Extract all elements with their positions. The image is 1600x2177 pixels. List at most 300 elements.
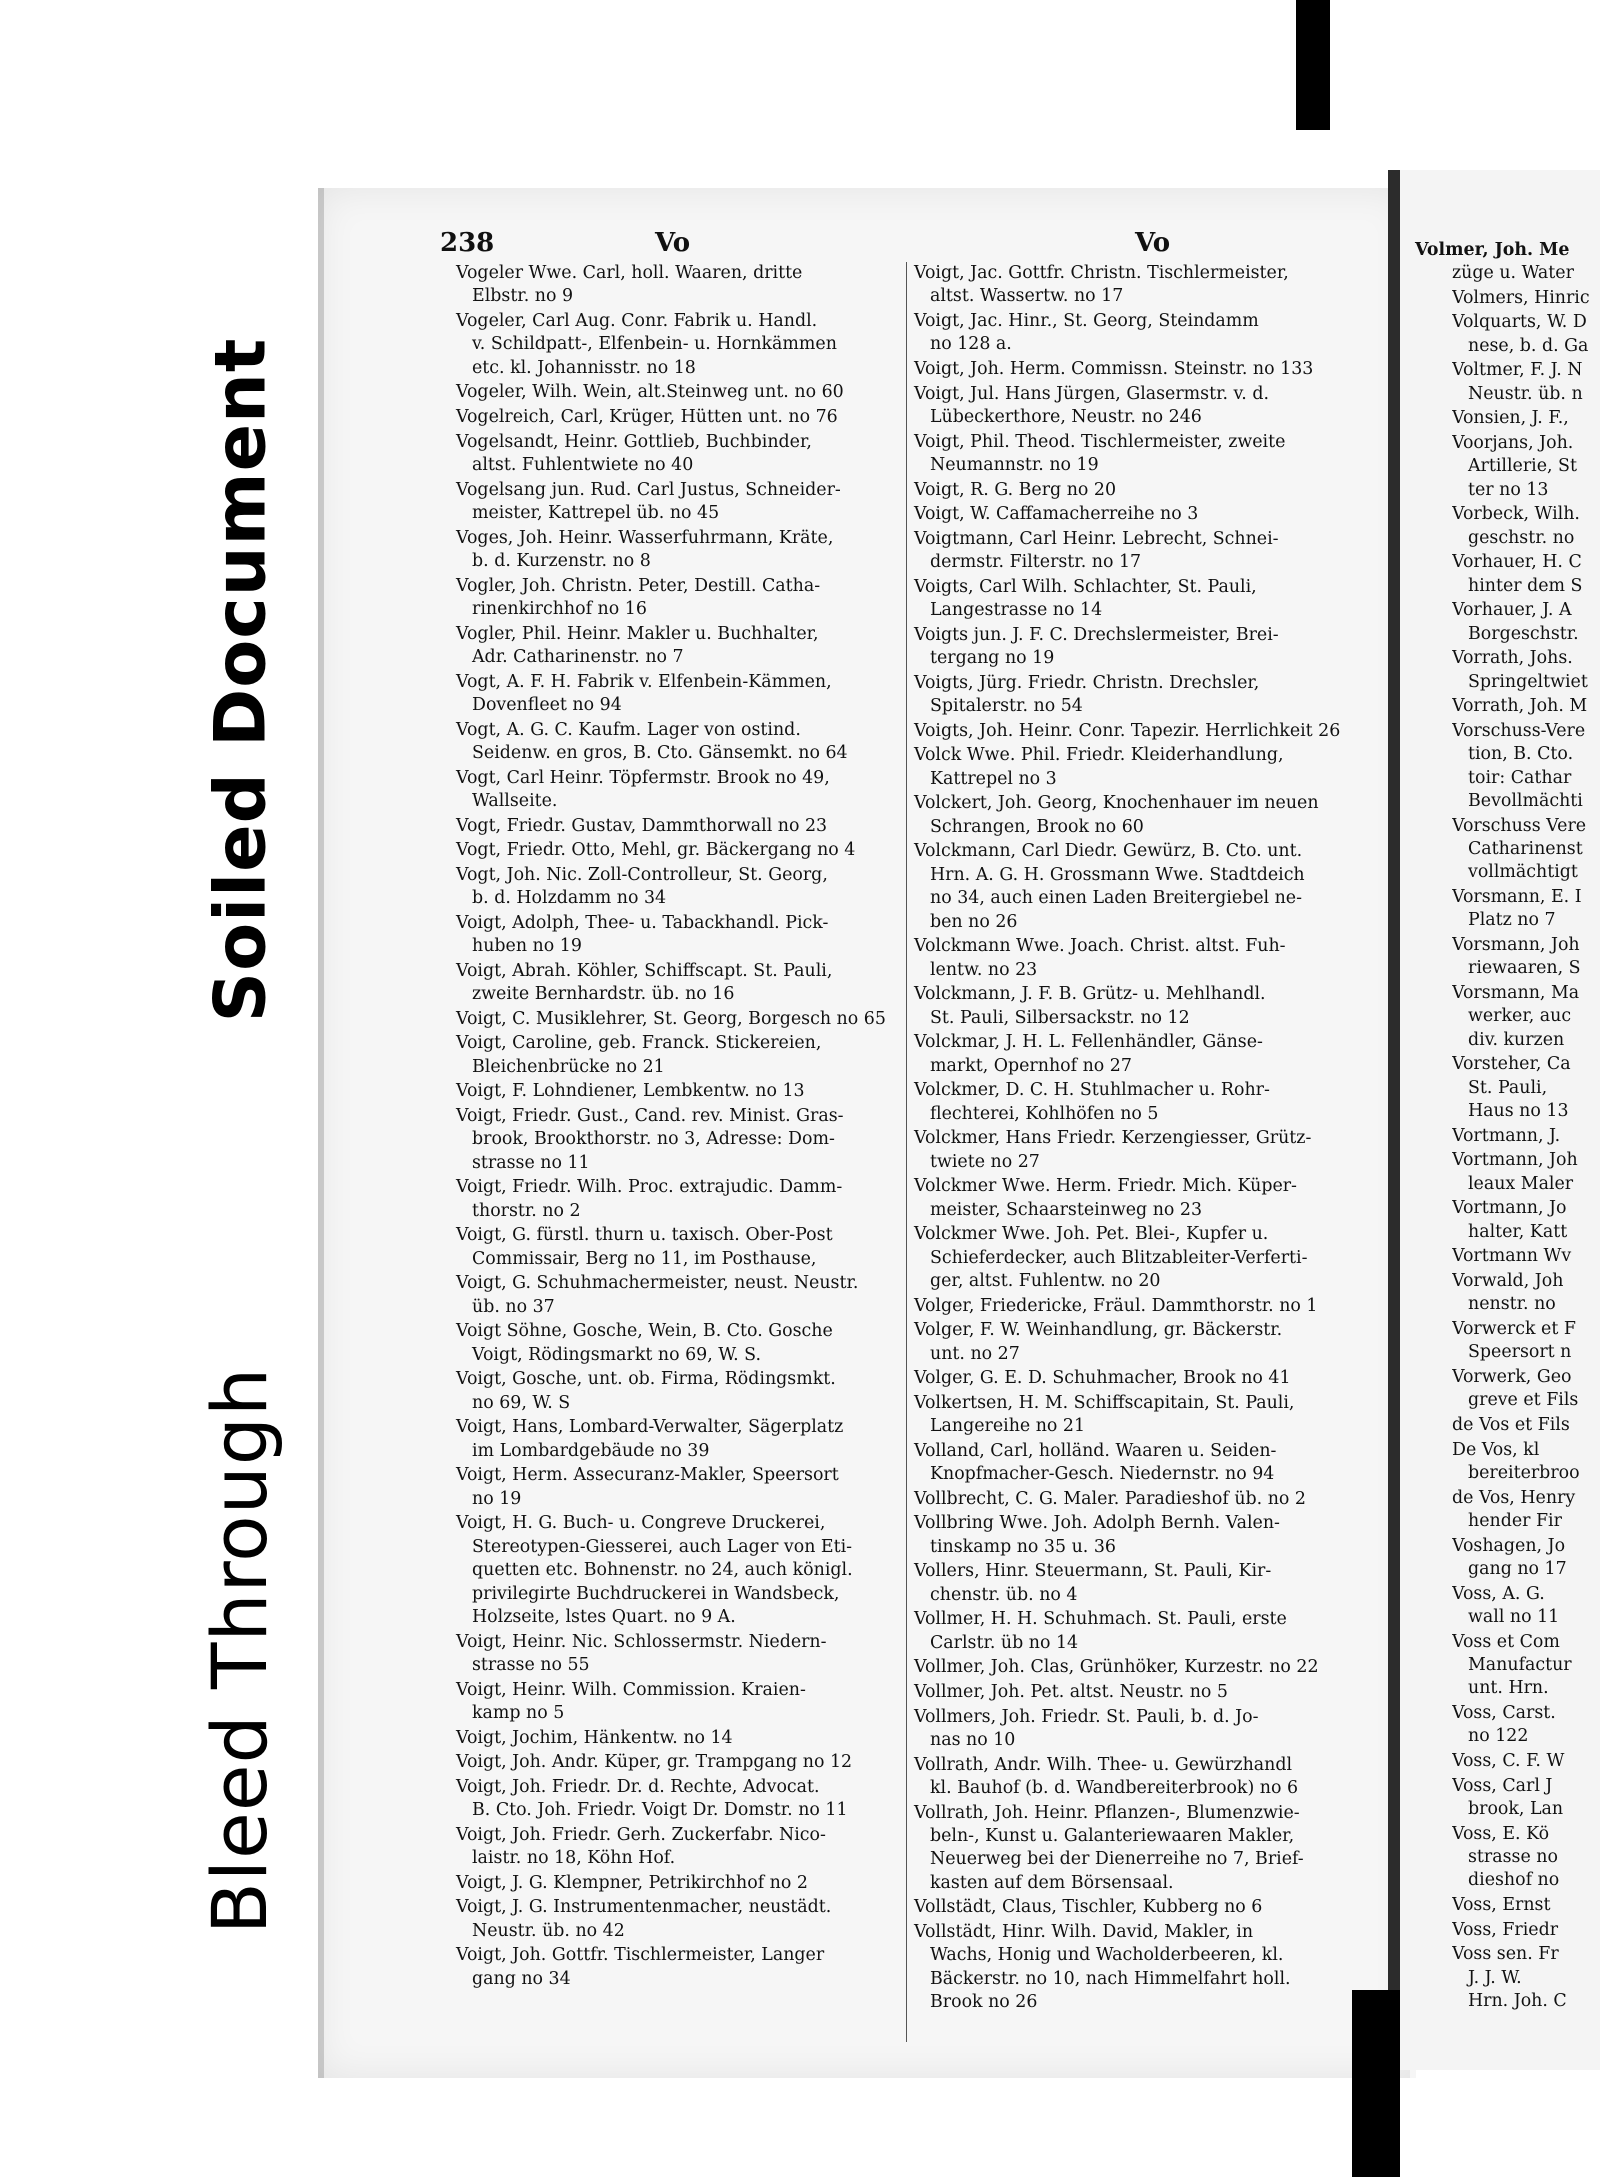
directory-entry: [456, 839, 904, 862]
entry-line: St. Pauli, Silbersackstr. no 12: [930, 1007, 1190, 1028]
entry-line: hinter dem S: [1468, 575, 1583, 596]
entry-line: De Vos, kl: [1452, 1439, 1540, 1460]
directory-entry: [914, 840, 1380, 934]
directory-entry: [1452, 1414, 1600, 1437]
directory-entry: [456, 719, 904, 766]
entry-line: Vorschuss Vere: [1452, 815, 1587, 836]
entry-line: Voltmer, F. J. N: [1452, 360, 1583, 381]
entry-line: Vogeler, Carl Aug. Conr. Fabrik u. Handl.: [456, 311, 818, 331]
directory-entry: [456, 1224, 904, 1271]
entry-line: B. Cto. Joh. Friedr. Voigt Dr. Domstr. no 11: [472, 1800, 848, 1821]
entry-line: üb. no 37: [472, 1296, 555, 1317]
entry-line: Vollstädt, Claus, Tischler, Kubberg no 6: [914, 1897, 1263, 1918]
entry-line: Voss, E. Kö: [1452, 1823, 1550, 1844]
entry-line: brook, Brookthorstr. no 3, Adresse: Dom-: [472, 1129, 835, 1150]
entry-line: etc. kl. Johannisstr. no 18: [472, 357, 696, 378]
directory-entry: [1452, 1894, 1600, 1917]
directory-entry: [1452, 1583, 1600, 1630]
entry-line: Borgeschstr.: [1468, 623, 1579, 644]
directory-entry: [456, 815, 904, 838]
entry-line: thorstr. no 2: [472, 1200, 581, 1221]
entry-line: Voigt, G. Schuhmachermeister, neust. Neustr.: [456, 1273, 859, 1294]
entry-line: Langereihe no 21: [930, 1416, 1086, 1437]
entry-line: Voigt, Joh. Gottfr. Tischlermeister, Langer: [456, 1945, 825, 1966]
entry-line: Vorwerk, Geo: [1452, 1367, 1572, 1387]
entry-line: nenstr. no: [1468, 1294, 1556, 1315]
entry-line: J. J. W.: [1468, 1967, 1522, 1988]
directory-entry: [1452, 695, 1600, 718]
entry-line: Holzseite, lstes Quart. no 9 A.: [472, 1607, 736, 1627]
entry-line: huben no 19: [472, 936, 582, 957]
entry-line: beln-, Kunst u. Galanteriewaaren Makler,: [930, 1825, 1295, 1846]
entry-line: Hrn. Joh. C: [1468, 1991, 1567, 2011]
entry-line: no 19: [472, 1488, 522, 1509]
entry-line: Vollmer, Joh. Pet. altst. Neustr. no 5: [914, 1681, 1228, 1702]
entry-line: Commissair, Berg no 11, im Posthause,: [472, 1248, 817, 1269]
entry-line: Langestrasse no 14: [930, 600, 1103, 621]
entry-line: Voigt, Jac. Gottfr. Christn. Tischlermeister,: [914, 263, 1289, 283]
entry-line: Vogt, Friedr. Gustav, Dammthorwall no 23: [456, 815, 828, 836]
directory-entry: [1452, 1535, 1600, 1582]
entry-line: flechterei, Kohlhöfen no 5: [930, 1103, 1159, 1124]
directory-entry: [914, 528, 1380, 575]
entry-line: Voigts, Jürg. Friedr. Christn. Drechsler,: [914, 672, 1260, 693]
directory-entry: [456, 1727, 904, 1750]
entry-line: Volckmer Wwe. Joh. Pet. Blei-, Kupfer u.: [914, 1224, 1269, 1245]
directory-entry: [456, 767, 904, 814]
directory-column-middle: [914, 262, 1380, 2016]
entry-line: leaux Maler: [1468, 1173, 1574, 1194]
entry-line: im Lombardgebäude no 39: [472, 1440, 710, 1461]
directory-entry: [1452, 1053, 1600, 1123]
entry-line: Voss, Carst.: [1452, 1703, 1556, 1723]
entry-line: Knopfmacher-Gesch. Niedernstr. no 94: [930, 1464, 1275, 1485]
directory-entry: [456, 406, 904, 429]
entry-line: Stereotypen-Giesserei, auch Lager von Eti-: [472, 1536, 853, 1557]
entry-line: Voigt, Friedr. Gust., Cand. rev. Minist. Gras-: [456, 1105, 844, 1126]
entry-line: Vorhauer, H. C: [1452, 552, 1582, 573]
entry-line: Voss, Ernst: [1452, 1895, 1551, 1915]
entry-line: b. d. Kurzenstr. no 8: [472, 551, 651, 571]
directory-entry: [1452, 720, 1600, 814]
directory-entry: [1452, 934, 1600, 981]
entry-line: Neuerweg bei der Dienerreihe no 7, Brief-: [930, 1849, 1304, 1870]
directory-entry: [914, 1656, 1380, 1679]
entry-line: Voigt Söhne, Gosche, Wein, B. Cto. Gosche: [456, 1321, 833, 1342]
entry-line: Schieferdecker, auch Blitzableiter-Verferti-: [930, 1247, 1308, 1268]
entry-line: Seidenw. en gros, B. Cto. Gänsemkt. no 64: [472, 743, 848, 763]
directory-entry: [914, 1440, 1380, 1487]
directory-entry: [1452, 407, 1600, 430]
directory-entry: [914, 1706, 1380, 1753]
entry-line: Vorschuss-Vere: [1452, 720, 1586, 741]
entry-line: Vollers, Hinr. Steuermann, St. Pauli, Kir-: [914, 1561, 1272, 1582]
entry-line: ger, altst. Fuhlentw. no 20: [930, 1271, 1161, 1291]
entry-line: Speersort n: [1468, 1342, 1572, 1363]
directory-entry: [1452, 1919, 1600, 1942]
entry-line: Vogeler, Wilh. Wein, alt.Steinweg unt. no 60: [456, 382, 844, 403]
entry-line: Volger, F. W. Weinhandlung, gr. Bäckerstr.: [914, 1320, 1283, 1341]
entry-line: Artillerie, St: [1468, 456, 1577, 477]
entry-line: Elbstr. no 9: [472, 286, 574, 307]
directory-entry: [914, 310, 1380, 357]
directory-entry: [914, 935, 1380, 982]
directory-entry: [914, 1392, 1380, 1439]
directory-entry: [456, 1631, 904, 1678]
directory-entry: [1452, 1823, 1600, 1893]
directory-entry: [914, 672, 1380, 719]
directory-entry: [914, 1512, 1380, 1559]
entry-line: Voigt, Herm. Assecuranz-Makler, Speersort: [456, 1465, 839, 1486]
bleed-through-stamp: [180, 1366, 300, 1934]
entry-line: v. Schildpatt-, Elfenbein- u. Hornkämmen: [472, 334, 837, 355]
entry-line: Wallseite.: [472, 791, 558, 811]
entry-line: Brook no 26: [930, 1992, 1038, 2013]
entry-line: Vorrath, Johs.: [1452, 648, 1573, 669]
directory-entry: [456, 1776, 904, 1823]
soiled-document-stamp: [180, 337, 300, 1023]
directory-entry: [1452, 1149, 1600, 1196]
entry-line: Vortmann, J.: [1452, 1125, 1561, 1146]
entry-line: Voigt, J. G. Instrumentenmacher, neustädt.: [456, 1897, 832, 1918]
entry-line: Vortmann, Jo: [1452, 1198, 1567, 1219]
directory-entry: [456, 381, 904, 404]
entry-line: Vorwald, Joh: [1452, 1271, 1564, 1291]
entry-line: Vollmer, Joh. Clas, Grünhöker, Kurzestr. no 22: [914, 1657, 1319, 1678]
entry-line: nas no 10: [930, 1729, 1016, 1750]
entry-line: Voss, Carl J: [1452, 1775, 1553, 1796]
entry-line: Adr. Catharinenstr. no 7: [472, 647, 684, 667]
entry-line: no 34, auch einen Laden Breitergiebel ne-: [930, 888, 1302, 909]
entry-line: Voigt, Joh. Andr. Küper, gr. Trampgang no 12: [456, 1752, 853, 1773]
entry-line: Voss et Com: [1452, 1631, 1560, 1652]
directory-entry: [1452, 1366, 1600, 1413]
entry-line: Voss, Friedr: [1452, 1919, 1559, 1940]
entry-line: Volckert, Joh. Georg, Knochenhauer im neuen: [914, 793, 1319, 814]
directory-entry: [456, 1320, 904, 1367]
entry-line: twiete no 27: [930, 1151, 1040, 1172]
entry-line: lentw. no 23: [930, 959, 1038, 980]
entry-line: meister, Kattrepel üb. no 45: [472, 503, 720, 523]
directory-entry: [914, 1896, 1380, 1919]
entry-line: Vogt, A. G. C. Kaufm. Lager von ostind.: [456, 719, 801, 740]
entry-line: strasse no 55: [472, 1655, 590, 1675]
entry-line: Vorsmann, Joh: [1452, 935, 1580, 955]
entry-line: Carlstr. üb no 14: [930, 1632, 1079, 1653]
directory-entry: [914, 1079, 1380, 1126]
directory-entry: [1452, 551, 1600, 598]
entry-line: Vollstädt, Hinr. Wilh. David, Makler, in: [914, 1921, 1254, 1942]
directory-entry: [1452, 1775, 1600, 1822]
column-divider: [906, 262, 907, 2042]
entry-line: Volckmer, Hans Friedr. Kerzengiesser, Grütz-: [914, 1128, 1312, 1149]
entry-line: altst. Wassertw. no 17: [930, 286, 1124, 307]
entry-line: no 128 a.: [930, 334, 1012, 355]
directory-entry: [456, 912, 904, 959]
directory-entry: [914, 358, 1380, 381]
entry-line: Dovenfleet no 94: [472, 695, 622, 715]
entry-line: Spitalerstr. no 54: [930, 696, 1083, 717]
directory-entry: [456, 1872, 904, 1895]
directory-entry: [914, 383, 1380, 430]
directory-entry: [914, 1367, 1380, 1390]
entry-line: Voigt, Phil. Theod. Tischlermeister, zweite: [914, 431, 1286, 452]
directory-entry: [1452, 982, 1600, 1052]
directory-entry: [1452, 432, 1600, 502]
entry-line: rinenkirchhof no 16: [472, 599, 647, 619]
entry-line: Voigt, Jul. Hans Jürgen, Glasermstr. v. d.: [914, 383, 1270, 404]
directory-entry: [1452, 1631, 1600, 1701]
entry-line: Vorrath, Joh. M: [1452, 696, 1588, 717]
entry-line: Volckmann, Carl Diedr. Gewürz, B. Cto. unt.: [914, 841, 1303, 862]
entry-line: wall no 11: [1468, 1607, 1560, 1627]
directory-entry: [456, 671, 904, 718]
directory-entry: [1452, 1750, 1600, 1773]
entry-line: markt, Opernhof no 27: [930, 1055, 1132, 1076]
entry-line: Voigts jun. J. F. C. Drechslermeister, Brei-: [914, 624, 1279, 645]
entry-line: Voorjans, Joh.: [1452, 432, 1574, 453]
entry-line: Vortmann, Joh: [1452, 1150, 1578, 1171]
directory-entry: [914, 503, 1380, 526]
entry-line: Springeltwiet: [1468, 671, 1588, 692]
entry-line: Vorsteher, Ca: [1452, 1054, 1571, 1075]
entry-line: Vollbring Wwe. Joh. Adolph Bernh. Valen-: [914, 1513, 1280, 1534]
entry-line: strasse no: [1468, 1847, 1558, 1867]
entry-line: dieshof no: [1468, 1870, 1560, 1891]
directory-entry: [914, 262, 1380, 309]
directory-entry: [456, 1032, 904, 1079]
entry-line: unt. Hrn.: [1468, 1678, 1549, 1699]
directory-entry: [456, 1105, 904, 1175]
entry-line: Voigtmann, Carl Heinr. Lebrecht, Schnei-: [914, 528, 1279, 549]
entry-line: Bevollmächti: [1468, 791, 1583, 811]
entry-line: Voigts, Carl Wilh. Schlachter, St. Pauli,: [914, 576, 1257, 597]
entry-line: Volckmar, J. H. L. Fellenhändler, Gänse-: [914, 1032, 1263, 1053]
entry-line: halter, Katt: [1468, 1221, 1568, 1242]
entry-line: Voigt, F. Lohndiener, Lembkentw. no 13: [456, 1081, 805, 1102]
entry-line: Haus no 13: [1468, 1101, 1569, 1122]
entry-line: Voshagen, Jo: [1452, 1535, 1566, 1556]
entry-line: tinskamp no 35 u. 36: [930, 1536, 1116, 1557]
entry-line: Vorsmann, Ma: [1452, 983, 1580, 1003]
entry-line: Schrangen, Brook no 60: [930, 816, 1144, 837]
entry-line: Voigt, Jochim, Hänkentw. no 14: [456, 1727, 733, 1748]
directory-entry: [914, 1560, 1380, 1607]
entry-line: quetten etc. Bohnenstr. no 24, auch königl.: [472, 1560, 853, 1581]
entry-line: Voigt, Caroline, geb. Franck. Stickereien,: [456, 1033, 822, 1054]
entry-line: Voigt, Jac. Hinr., St. Georg, Steindamm: [914, 311, 1259, 331]
directory-entry: [1452, 815, 1600, 885]
entry-line: züge u. Water: [1452, 263, 1574, 283]
entry-line: b. d. Holzdamm no 34: [472, 888, 667, 909]
entry-line: Vogt, Carl Heinr. Töpfermstr. Brook no 49,: [456, 767, 830, 788]
entry-line: Voss, C. F. W: [1452, 1751, 1565, 1771]
book-gutter: [1388, 170, 1400, 2070]
directory-entry: [1452, 1245, 1600, 1268]
directory-entry: [914, 1754, 1380, 1801]
directory-entry: [456, 1464, 904, 1511]
directory-entry: [1452, 886, 1600, 933]
entry-line: Voigts, Joh. Heinr. Conr. Tapezir. Herrlichkeit 26: [914, 720, 1341, 741]
directory-entry: [456, 1080, 904, 1103]
entry-line: kamp no 5: [472, 1703, 565, 1723]
page-number: 238: [440, 228, 495, 258]
entry-line: no 69, W. S: [472, 1392, 571, 1413]
entry-line: Hrn. A. G. H. Grossmann Wwe. Stadtdeich: [930, 864, 1305, 885]
entry-line: Vogelreich, Carl, Krüger, Hütten unt. no 76: [456, 407, 838, 427]
entry-line: Volger, Friedericke, Fräul. Dammthorstr. no 1: [914, 1295, 1318, 1316]
entry-line: Voigt, Abrah. Köhler, Schiffscapt. St. Pauli,: [456, 960, 833, 981]
entry-line: vollmächtigt: [1468, 862, 1578, 883]
entry-line: Voigt, Joh. Friedr. Dr. d. Rechte, Advocat.: [456, 1776, 820, 1797]
entry-line: zweite Bernhardstr. üb. no 16: [472, 984, 735, 1005]
entry-line: Voigt, H. G. Buch- u. Congreve Druckerei,: [456, 1513, 826, 1534]
directory-entry: [456, 1272, 904, 1319]
entry-line: werker, auc: [1468, 1006, 1572, 1027]
entry-line: Volmers, Hinric: [1452, 287, 1590, 308]
directory-entry: [914, 1295, 1380, 1318]
entry-line: Vorbeck, Wilh.: [1452, 504, 1580, 525]
directory-entry: [1452, 1943, 1600, 2013]
entry-line: Neustr. üb. n: [1468, 383, 1583, 404]
entry-line: Voigt, G. fürstl. thurn u. taxisch. Ober-Post: [456, 1225, 833, 1246]
directory-entry: [1452, 287, 1600, 310]
entry-line: bereiterbroo: [1468, 1463, 1580, 1483]
directory-entry: [1452, 1702, 1600, 1749]
entry-line: Voigt, C. Musiklehrer, St. Georg, Borgesch no 65: [456, 1008, 886, 1029]
directory-entry: [1452, 1197, 1600, 1244]
entry-line: kasten auf dem Börsensaal.: [930, 1872, 1174, 1893]
entry-line: Vorhauer, J. A: [1452, 600, 1572, 621]
entry-line: Voigt, Rödingsmarkt no 69, W. S.: [472, 1344, 762, 1365]
directory-entry: [1452, 262, 1600, 285]
entry-line: gang no 34: [472, 1968, 571, 1989]
directory-entry: [914, 1127, 1380, 1174]
directory-entry: [914, 1608, 1380, 1655]
entry-line: ben no 26: [930, 911, 1018, 932]
directory-entry: [1452, 1270, 1600, 1317]
entry-line: div. kurzen: [1468, 1029, 1565, 1050]
directory-entry: [456, 1416, 904, 1463]
entry-line: Voigt, J. G. Klempner, Petrikirchhof no 2: [456, 1872, 808, 1893]
entry-line: riewaaren, S: [1468, 958, 1581, 979]
entry-line: Neumannstr. no 19: [930, 455, 1099, 475]
directory-column-left: [456, 262, 904, 1992]
entry-line: Manufactur: [1468, 1655, 1572, 1675]
entry-line: Catharinenst: [1468, 839, 1583, 859]
entry-line: Volck Wwe. Phil. Friedr. Kleiderhandlung,: [914, 745, 1284, 766]
entry-line: tion, B. Cto.: [1468, 744, 1574, 765]
entry-line: Vollrath, Joh. Heinr. Pflanzen-, Blumenzwie-: [914, 1802, 1300, 1823]
gutter-shadow-bottom: [1352, 1990, 1400, 2177]
directory-entry: [914, 1031, 1380, 1078]
entry-line: Volckmer Wwe. Herm. Friedr. Mich. Küper-: [914, 1176, 1297, 1197]
directory-entry: [456, 960, 904, 1007]
entry-line: Vogler, Phil. Heinr. Makler u. Buchhalter,: [456, 623, 819, 644]
entry-line: no 122: [1468, 1726, 1529, 1747]
entry-line: Kattrepel no 3: [930, 768, 1057, 789]
entry-line: Volquarts, W. D: [1452, 312, 1587, 333]
entry-line: Vogt, A. F. H. Fabrik v. Elfenbein-Kämmen,: [456, 671, 832, 692]
entry-line: Lübeckerthore, Neustr. no 246: [930, 407, 1202, 427]
entry-line: Vorsmann, E. I: [1452, 887, 1582, 907]
bleed-through-label: Bleed Through: [195, 1366, 285, 1934]
entry-line: Vogt, Joh. Nic. Zoll-Controlleur, St. Georg,: [456, 864, 828, 885]
entry-line: Volger, G. E. D. Schuhmacher, Brook no 41: [914, 1368, 1291, 1389]
directory-entry: [914, 1175, 1380, 1222]
entry-line: Voges, Joh. Heinr. Wasserfuhrmann, Kräte,: [456, 527, 834, 548]
directory-entry: [456, 262, 904, 309]
directory-entry: [456, 431, 904, 478]
directory-entry: [456, 527, 904, 574]
directory-entry: [1452, 647, 1600, 694]
directory-entry: [456, 623, 904, 670]
directory-entry: [456, 1944, 904, 1991]
directory-entry: [456, 1679, 904, 1726]
directory-entry: [914, 1319, 1380, 1366]
entry-line: ter no 13: [1468, 479, 1549, 500]
entry-line: laistr. no 18, Köhn Hof.: [472, 1848, 676, 1869]
entry-line: Voigt, R. G. Berg no 20: [914, 479, 1117, 500]
entry-line: de Vos et Fils: [1452, 1415, 1570, 1435]
entry-line: Voigt, Joh. Herm. Commissn. Steinstr. no 133: [914, 359, 1314, 379]
entry-line: Vogt, Friedr. Otto, Mehl, gr. Bäckergang no 4: [456, 840, 856, 861]
directory-entry: [456, 1368, 904, 1415]
gutter-shadow-top: [1296, 0, 1330, 130]
entry-line: chenstr. üb. no 4: [930, 1584, 1078, 1605]
directory-entry: [914, 624, 1380, 671]
directory-entry: [914, 720, 1380, 743]
directory-entry: [456, 1512, 904, 1629]
entry-line: Voigt, Joh. Friedr. Gerh. Zuckerfabr. Nico-: [456, 1824, 826, 1845]
entry-line: de Vos, Henry: [1452, 1487, 1576, 1508]
entry-line: Voss sen. Fr: [1452, 1944, 1559, 1965]
soiled-document-label: Soiled Document: [199, 337, 281, 1023]
directory-entry: [914, 1681, 1380, 1704]
directory-entry: [456, 1824, 904, 1871]
directory-entry: [1452, 311, 1600, 358]
entry-line: nese, b. d. Ga: [1468, 335, 1589, 356]
entry-line: Vorwerck et F: [1452, 1319, 1576, 1339]
directory-entry: [914, 479, 1380, 502]
entry-line: dermstr. Filterstr. no 17: [930, 552, 1142, 573]
directory-entry: [914, 1921, 1380, 2015]
entry-line: Volckmer, D. C. H. Stuhlmacher u. Rohr-: [914, 1080, 1270, 1101]
entry-line: St. Pauli,: [1468, 1077, 1548, 1098]
entry-line: Vogeler Wwe. Carl, holl. Waaren, dritte: [456, 263, 803, 283]
entry-line: Vortmann Wv: [1452, 1246, 1572, 1267]
directory-entry: [914, 792, 1380, 839]
entry-line: strasse no 11: [472, 1152, 590, 1173]
directory-entry: [914, 431, 1380, 478]
directory-entry: [456, 1008, 904, 1031]
directory-entry: [914, 576, 1380, 623]
adjacent-page-first-line: Volmer, Joh. Me: [1415, 240, 1570, 260]
adjacent-page-column: [1452, 262, 1600, 2015]
directory-entry: [456, 479, 904, 526]
running-head-right: Vo: [1135, 228, 1171, 258]
directory-entry: [914, 983, 1380, 1030]
directory-entry: [1452, 599, 1600, 646]
directory-entry: [456, 1751, 904, 1774]
directory-entry: [914, 1488, 1380, 1511]
directory-entry: [1452, 359, 1600, 406]
directory-entry: [1452, 1125, 1600, 1148]
entry-line: geschstr. no: [1468, 527, 1575, 548]
entry-line: Bäckerstr. no 10, nach Himmelfahrt holl.: [930, 1968, 1291, 1989]
entry-line: Vonsien, J. F.,: [1452, 408, 1569, 429]
entry-line: brook, Lan: [1468, 1799, 1564, 1819]
